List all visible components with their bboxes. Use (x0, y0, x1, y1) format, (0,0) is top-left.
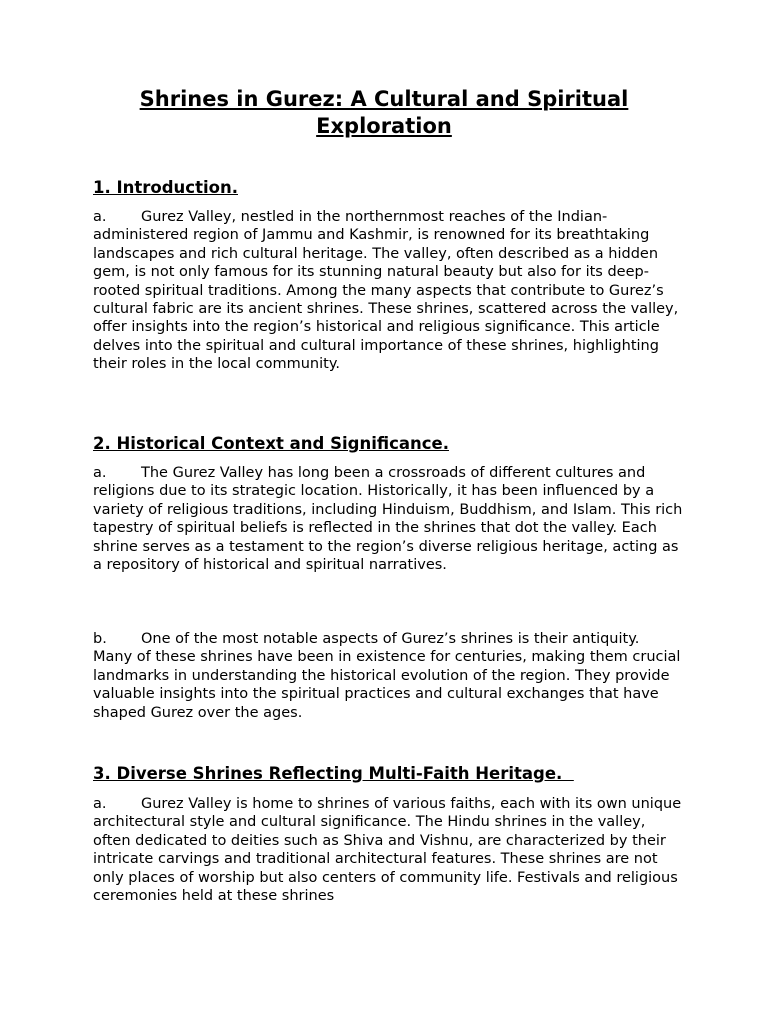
list-marker: b. (93, 631, 107, 647)
paragraph-text: One of the most notable aspects of Gurez’s shrines is their antiquity. Many of these shrines have been in existence for centuries, making them crucial landmarks in understanding the historical evolution of the region. They provide valuable insights into the spiritual practices and cultural exchanges that have shaped Gurez over the ages. (93, 631, 681, 721)
list-marker: a. (93, 465, 107, 481)
section-heading-diverse-shrines: 3. Diverse Shrines Reflecting Multi-Faith Heritage. (93, 764, 574, 783)
paragraph-diverse-shrines-a (93, 795, 683, 905)
list-marker: a. (93, 209, 107, 225)
document-title: Shrines in Gurez: A Cultural and Spiritual Exploration (139, 87, 629, 138)
section-heading-introduction: 1. Introduction. (93, 178, 238, 197)
paragraph-historical-a (93, 464, 683, 574)
list-marker: a. (93, 796, 107, 812)
section-heading-historical-context: 2. Historical Context and Significance. (93, 434, 449, 453)
paragraph-text: The Gurez Valley has long been a crossroads of different cultures and religions due to its strategic location. Historically, it has been influenced by a variety of religious traditions, including Hinduism, Buddhism, and Islam. This rich tapestry of spiritual beliefs is reflected in the shrines that dot the valley. Each shrine serves as a testament to the region’s diverse religious heritage, acting as a repository of historical and spiritual narratives. (93, 465, 683, 574)
paragraph-historical-b (93, 630, 683, 722)
paragraph-text: Gurez Valley is home to shrines of various faiths, each with its own unique architectural style and cultural significance. The Hindu shrines in the valley, often dedicated to deities such as Shiva and Vishnu, are characterized by their intricate carvings and traditional architectural features. These shrines are not only places of worship but also centers of community life. Festivals and religious ceremonies held at these shrines (93, 796, 682, 905)
paragraph-text: Gurez Valley, nestled in the northernmost reaches of the Indian-administered region of Jammu and Kashmir, is renowned for its breathtaking landscapes and rich cultural heritage. The valley, often described as a hidden gem, is not only famous for its stunning natural beauty but also for its deep-rooted spiritual traditions. Among the many aspects that contribute to Gurez’s cultural fabric are its ancient shrines. These shrines, scattered across the valley, offer insights into the region’s historical and religious significance. This article delves into the spiritual and cultural importance of these shrines, highlighting their roles in the local community. (93, 209, 679, 373)
paragraph-introduction-a (93, 208, 683, 374)
